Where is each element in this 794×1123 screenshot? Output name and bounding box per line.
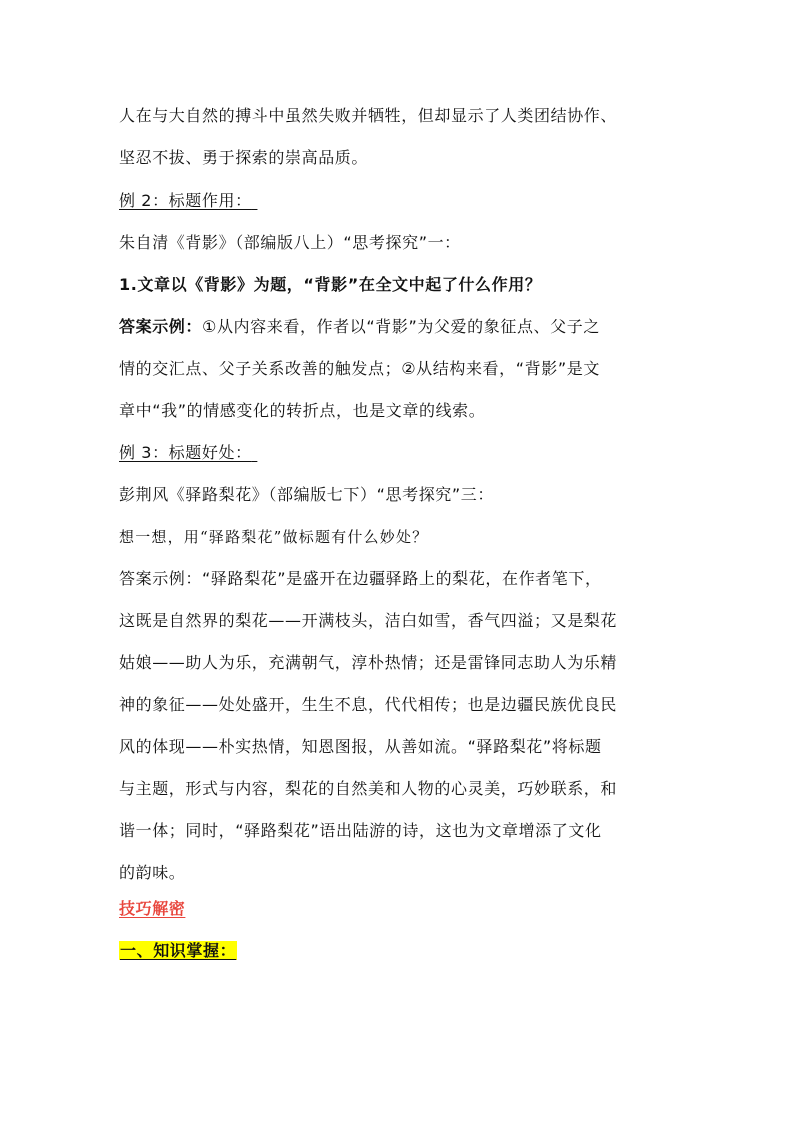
example-2-source: 朱自清《背影》（部编版八上）“思考探究”一： [119, 233, 461, 252]
example-2-heading [119, 190, 679, 212]
answer-line-3: 章中“我”的情感变化的转折点，也是文章的线索。 [119, 401, 486, 420]
answer3-line-5: 风的体现——朴实热情，知恩图报，从善如流。“驿路梨花”将标题 [119, 737, 602, 756]
answer3-line-7: 谐一体；同时，“驿路梨花”语出陆游的诗，这也为文章增添了文化 [119, 821, 602, 840]
answer3-line-8: 的韵味。 [119, 863, 186, 882]
example-2-heading-text: 例 2：标题作用： [119, 191, 252, 210]
question-1: 1.文章以《背影》为题，“背影”在全文中起了什么作用？ [119, 275, 542, 294]
answer3-line-1: 答案示例：“驿路梨花”是盛开在边疆驿路上的梨花，在作者笔下， [119, 569, 602, 588]
subsection-heading-knowledge-text: 一、知识掌握： [120, 941, 237, 960]
answer-text-1: ①从内容来看，作者以“背影”为父爱的象征点、父子之 [202, 317, 600, 336]
section-heading-tips: 技巧解密 [119, 899, 186, 918]
subsection-heading-knowledge [119, 940, 679, 962]
paragraph-line-1: 人在与大自然的搏斗中虽然失败并牺牲，但却显示了人类团结协作、 [119, 106, 618, 125]
example-3-heading [119, 442, 679, 464]
answer-label: 答案示例： [119, 317, 203, 336]
question-3: 想一想，用“驿路梨花”做标题有什么妙处？ [119, 528, 429, 546]
answer3-line-4: 神的象征——处处盛开，生生不息，代代相传；也是边疆民族优良民 [119, 695, 618, 714]
example-3-heading-text: 例 3：标题好处： [119, 443, 252, 462]
example-3-source: 彭荆风《驿路梨花》（部编版七下）“思考探究”三： [119, 485, 494, 504]
paragraph-line-2: 坚忍不拔、勇于探索的崇高品质。 [119, 148, 369, 167]
answer3-line-3: 姑娘——助人为乐，充满朝气，淳朴热情；还是雷锋同志助人为乐精 [119, 653, 618, 672]
answer3-line-2: 这既是自然界的梨花——开满枝头，洁白如雪，香气四溢；又是梨花 [119, 611, 618, 630]
answer-line-1 [119, 316, 679, 338]
answer3-line-6: 与主题，形式与内容，梨花的自然美和人物的心灵美，巧妙联系，和 [119, 779, 618, 798]
answer-line-2: 情的交汇点、父子关系改善的触发点；②从结构来看，“背影”是文 [119, 359, 600, 378]
